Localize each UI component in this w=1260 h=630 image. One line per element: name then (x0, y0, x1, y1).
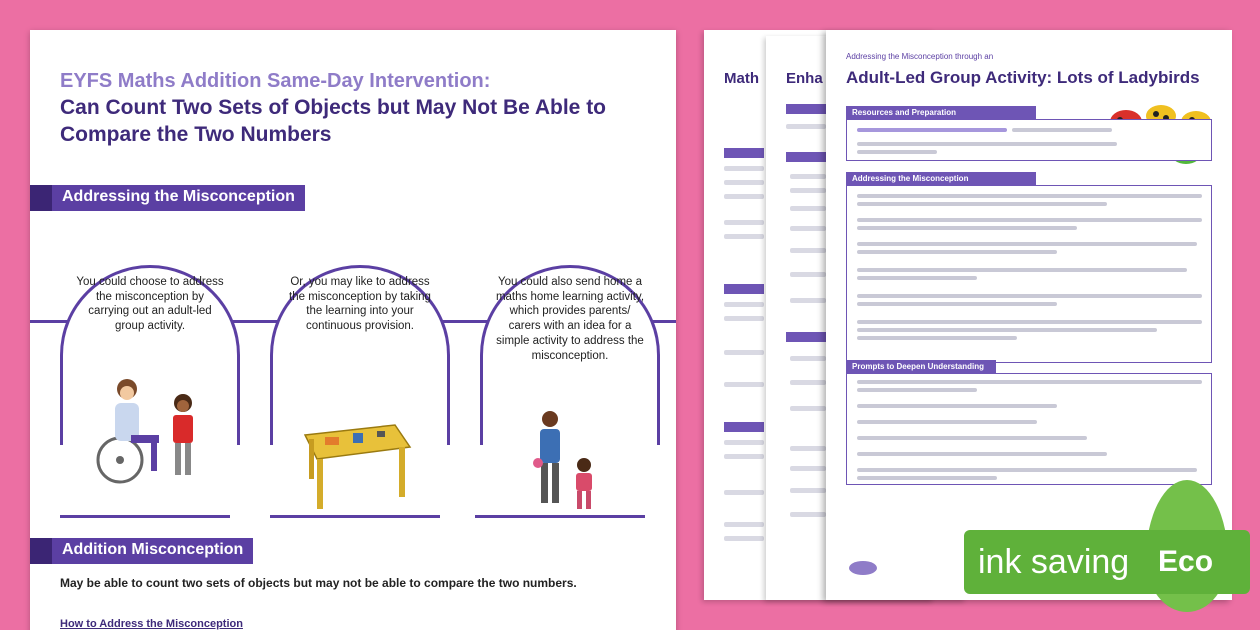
how-to-address-link[interactable]: How to Address the Misconception (60, 618, 243, 630)
prompts-box (846, 373, 1212, 485)
addressing-heading: Addressing the Misconception (846, 172, 1036, 185)
back-page-1-title: Math (724, 70, 759, 87)
option-text-1: You could choose to address the misconception by carrying out an adult-led group activity. (76, 276, 224, 333)
section-heading-addressing: Addressing the Misconception (30, 185, 305, 211)
page-title (60, 68, 660, 149)
parent-child-illustration (522, 405, 612, 515)
resources-box (846, 119, 1212, 161)
title-subheading: EYFS Maths Addition Same-Day Intervention: (60, 70, 491, 92)
addressing-box (846, 185, 1212, 363)
options-arches (30, 235, 676, 525)
misconception-description: May be able to count two sets of objects but may not be able to compare the two numbers. (60, 576, 577, 590)
activity-title: Adult-Led Group Activity: Lots of Ladybirds (846, 68, 1200, 87)
option-text-2: Or, you may like to address the misconception by taking the learning into your continuous provision. (289, 276, 431, 333)
eco-ink-saving-label: ink saving (978, 543, 1130, 581)
resources-heading: Resources and Preparation (846, 106, 1036, 119)
option-text-3: You could also send home a maths home learning activity, which provides parents/ carers with an idea for a simple activity to address the misconception. (495, 276, 645, 362)
eco-word-label: Eco (1158, 545, 1214, 578)
main-document-page (30, 30, 676, 630)
section-heading-addition-misconception: Addition Misconception (30, 538, 253, 564)
prompts-heading: Prompts to Deepen Understanding (846, 360, 996, 373)
wheelchair-adult-child-illustration (85, 375, 215, 485)
activity-kicker: Addressing the Misconception through an (846, 52, 994, 61)
twinkl-logo-icon (848, 560, 878, 576)
title-heading: Can Count Two Sets of Objects but May Not Be Able to Compare the Two Numbers (60, 96, 607, 147)
back-page-2-title: Enha (786, 70, 823, 87)
table-illustration (295, 415, 415, 515)
